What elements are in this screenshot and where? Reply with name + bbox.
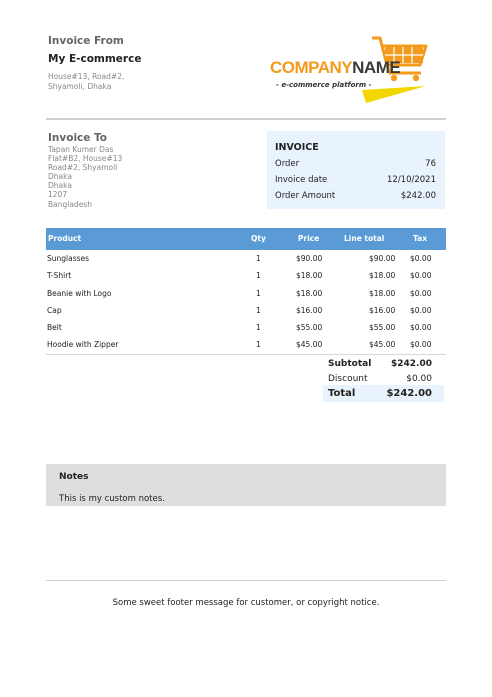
row-tax: $0.00 bbox=[410, 254, 432, 263]
invoice-title: INVOICE bbox=[275, 142, 319, 153]
table-row bbox=[46, 289, 446, 301]
row-product: Cap bbox=[47, 306, 62, 315]
customer-country: Bangladesh bbox=[48, 200, 92, 209]
column-header-product: Product bbox=[48, 234, 82, 243]
seller-address-line: Shyamoli, Dhaka bbox=[48, 82, 112, 91]
table-bottom-divider bbox=[46, 354, 446, 355]
row-line-total: $90.00 bbox=[369, 254, 396, 263]
row-qty: 1 bbox=[256, 254, 261, 263]
invoice-to-heading: Invoice To bbox=[48, 132, 108, 144]
row-tax: $0.00 bbox=[410, 306, 432, 315]
row-line-total: $16.00 bbox=[369, 306, 396, 315]
table-row bbox=[46, 254, 446, 266]
total-value: $242.00 bbox=[386, 388, 432, 399]
row-tax: $0.00 bbox=[410, 289, 432, 298]
header-divider bbox=[46, 118, 446, 120]
order-amount-label: Order Amount bbox=[275, 191, 336, 201]
row-price: $55.00 bbox=[296, 323, 323, 332]
row-price: $45.00 bbox=[296, 340, 323, 349]
row-product: Hoodie with Zipper bbox=[47, 340, 119, 349]
row-line-total: $55.00 bbox=[369, 323, 396, 332]
row-line-total: $18.00 bbox=[369, 271, 396, 280]
row-product: T-Shirt bbox=[47, 271, 72, 280]
table-header bbox=[46, 228, 446, 250]
row-product: Sunglasses bbox=[47, 254, 90, 263]
company-logo bbox=[266, 33, 436, 103]
table-row bbox=[46, 306, 446, 318]
row-line-total: $18.00 bbox=[369, 289, 396, 298]
row-qty: 1 bbox=[256, 323, 261, 332]
row-tax: $0.00 bbox=[410, 323, 432, 332]
row-line-total: $45.00 bbox=[369, 340, 396, 349]
total-label: Total bbox=[328, 388, 356, 399]
column-header-tax: Tax bbox=[413, 234, 428, 243]
order-value: 76 bbox=[425, 159, 436, 169]
customer-name: Tapan Kumer Das bbox=[48, 145, 114, 154]
row-price: $90.00 bbox=[296, 254, 323, 263]
seller-name: My E-commerce bbox=[48, 53, 142, 65]
row-tax: $0.00 bbox=[410, 271, 432, 280]
row-qty: 1 bbox=[256, 289, 261, 298]
customer-address-line: Dhaka bbox=[48, 181, 72, 190]
seller-address-line: House#13, Road#2, bbox=[48, 72, 125, 81]
logo-name-text: NAME bbox=[352, 58, 401, 77]
logo-tagline: - e-commerce platform - bbox=[276, 81, 372, 89]
table-row bbox=[46, 323, 446, 335]
customer-address-line: Dhaka bbox=[48, 172, 72, 181]
invoice-date-label: Invoice date bbox=[275, 175, 328, 185]
order-amount-value: $242.00 bbox=[400, 191, 436, 201]
row-qty: 1 bbox=[256, 306, 261, 315]
row-tax: $0.00 bbox=[410, 340, 432, 349]
footer-message: Some sweet footer message for customer, or copyright notice. bbox=[112, 598, 380, 608]
row-price: $18.00 bbox=[296, 271, 323, 280]
column-header-price: Price bbox=[298, 234, 320, 243]
row-qty: 1 bbox=[256, 271, 261, 280]
column-header-line-total: Line total bbox=[344, 234, 385, 243]
table-row bbox=[46, 340, 446, 352]
customer-address-line: 1207 bbox=[48, 190, 68, 199]
row-price: $18.00 bbox=[296, 289, 323, 298]
order-label: Order bbox=[275, 159, 300, 169]
notes-title: Notes bbox=[59, 472, 89, 482]
footer-divider bbox=[46, 580, 446, 581]
row-product: Beanie with Logo bbox=[47, 289, 112, 298]
discount-value: $0.00 bbox=[406, 374, 432, 384]
discount-label: Discount bbox=[328, 374, 368, 384]
invoice-date-value: 12/10/2021 bbox=[387, 175, 436, 185]
notes-text: This is my custom notes. bbox=[59, 494, 165, 504]
row-product: Belt bbox=[47, 323, 62, 332]
column-header-qty: Qty bbox=[251, 234, 266, 243]
subtotal-value: $242.00 bbox=[391, 359, 432, 369]
customer-address-line: Road#2, Shyamoli bbox=[48, 163, 118, 172]
logo-company-text: COMPANY bbox=[270, 58, 353, 77]
customer-address-line: Flat#B2, House#13 bbox=[48, 154, 123, 163]
row-price: $16.00 bbox=[296, 306, 323, 315]
subtotal-label: Subtotal bbox=[328, 359, 372, 369]
invoice-from-heading: Invoice From bbox=[48, 35, 124, 47]
row-qty: 1 bbox=[256, 340, 261, 349]
table-row bbox=[46, 271, 446, 283]
